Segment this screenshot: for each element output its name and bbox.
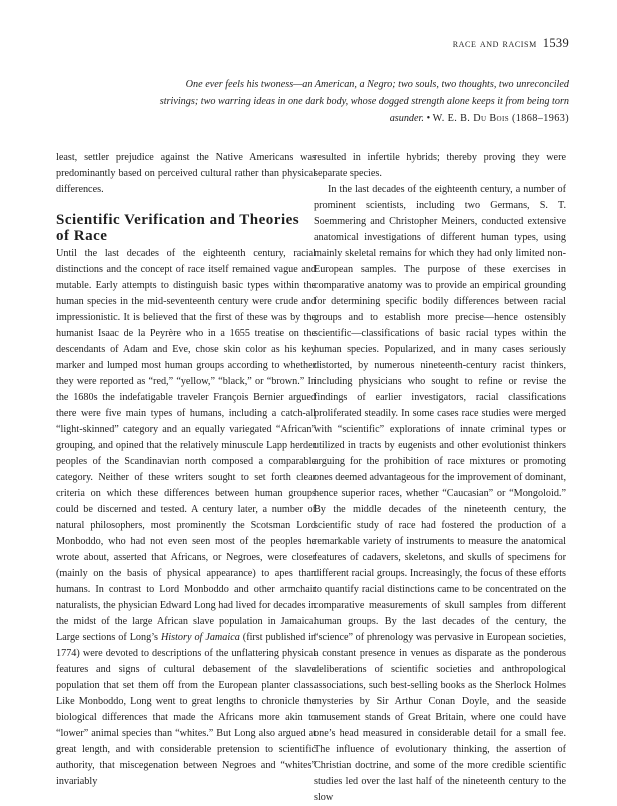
right-paragraph-2: In the last decades of the eighteenth century, a number of prominent scientists, including two Germans, S. T. Soemmering and Christopher Meiners, conducted extensive anatomical investigations of different human types, using mainly skeletal remains for which they had only limited non-European samples. The purpose of these exercises in comparative anatomy was to provide an empirical grounding for determining specific bodily differences between racial groups and to establish more precise—hence ostensibly scientific—classifications of basic racial types within the human species. Popularized, and in many cases seriously distorted, by numerous nineteenth-century racist thinkers, including physicians who sought to refine or revise the findings of earlier investigators, racial classifications proliferated steadily. In some cases race studies were merged with “scientific” explorations of innate criminal types or utilized in tracts by eugenists and other evolutionist thinkers arguing for the prohibition of race mixtures or promoting ones deemed advantageous for the improvement of dominant, hence superior races, whether “Caucasian” or “Mongoloid.” By the middle decades of the nineteenth century, the scientific study of race had fostered the production of a remarkable variety of instruments to measure the anatomical features of cadavers, skeletons, and skulls of specimens for different racial groups. Increasingly, the focus of these efforts to quantify racial distinctions came to be concentrated on the comparative measurements of skull samples from different human groups. By the last decades of the century, the “science” of phrenology was pervasive in European societies, a constant presence in venues as disparate as the ponderous deliberations of scientific societies and anthropological associations, such best-selling books as the Sherlock Holmes mysteries by Sir Arthur Conan Doyle, and the seaside amusement stands of Great Britain, where one could have one’s head measured in considerable detail for a small fee. The influence of evolutionary thinking, the assertion of Christian doctrine, and some of the more credible scientific studies led over the last half of the nineteenth century to the slow [314, 184, 566, 803]
epigraph [149, 76, 569, 127]
left-paragraph-2-part-2: (first published in 1774) were devoted to descriptions of the unflattering physical features and signs of cultural debasement of the slave population that set them off from the European planter class. Like Monboddo, Long went to great lengths to chronicle the biological differences that made the Africans more akin to “lower” animal species than “whites.” But Long also argued at great length, and with considerable pretension to scientific authority, that miscegenation between Negroes and “whites” invariably [56, 632, 317, 787]
book-title: History of Jamaica [160, 632, 240, 643]
page-number: 1539 [542, 36, 569, 50]
section-heading: Scientific Verification and Theories of Race [56, 212, 300, 244]
left-column [56, 150, 316, 790]
running-header [453, 36, 569, 51]
epigraph-attribution: W. E. B. Du Bois (1868–1963) [432, 113, 569, 124]
left-paragraph-2 [56, 246, 316, 790]
left-paragraph-1: least, settler prejudice against the Native Americans was predominantly based on perceived cultural rather than physical differences. [56, 152, 316, 195]
epigraph-bullet: • [426, 113, 431, 124]
epigraph-quote: One ever feels his twoness—an American, a Negro; two souls, two thoughts, two unreconciled strivings; two warring ideas in one dark body, whose dogged strength alone keeps it from being torn asunder. [159, 79, 569, 124]
left-paragraph-2-part-1: Until the last decades of the eighteenth century, racial distinctions and the concept of race itself remained vague and mutable. Early attempts to distinguish basic types within the human species in the mid-seventeenth century were crude and impressionistic. It is believed that the first of these was by the humanist Isaac de la Peyrère who in a 1655 treatise on the descendants of Adam and Eve, chose skin color as his key marker and lumped most human groups according to whether they were reported as “red,” “yellow,” “black,” or “brown.” In the 1680s the indefatigable traveler François Bernier argued there were five main types of humans, including a catch-all “light-skinned” category and an equally variegated “African” grouping, and opined that the relatively minuscule Lapp herder peoples of the Scandinavian north composed a comparable category. Neither of these writers sought to set forth clear criteria on which these differences between human groups could be discerned and tested. A century later, a number of natural philosophers, most prominently the Scotsman Lord Monboddo, who had not even seen most of the peoples he wrote about, asserted that Africans, or Negroes, were closer (mainly on the basis of physical appearance) to apes than humans. In contrast to Lord Monboddo and other armchair naturalists, the physician Edward Long had lived for decades in the midst of the large African slave population in Jamaica. Large sections of Long’s [56, 248, 316, 643]
right-column [314, 150, 566, 806]
right-paragraph-1: resulted in infertile hybrids; thereby proving they were separate species. [314, 152, 566, 179]
running-title: race and racism [452, 38, 537, 50]
